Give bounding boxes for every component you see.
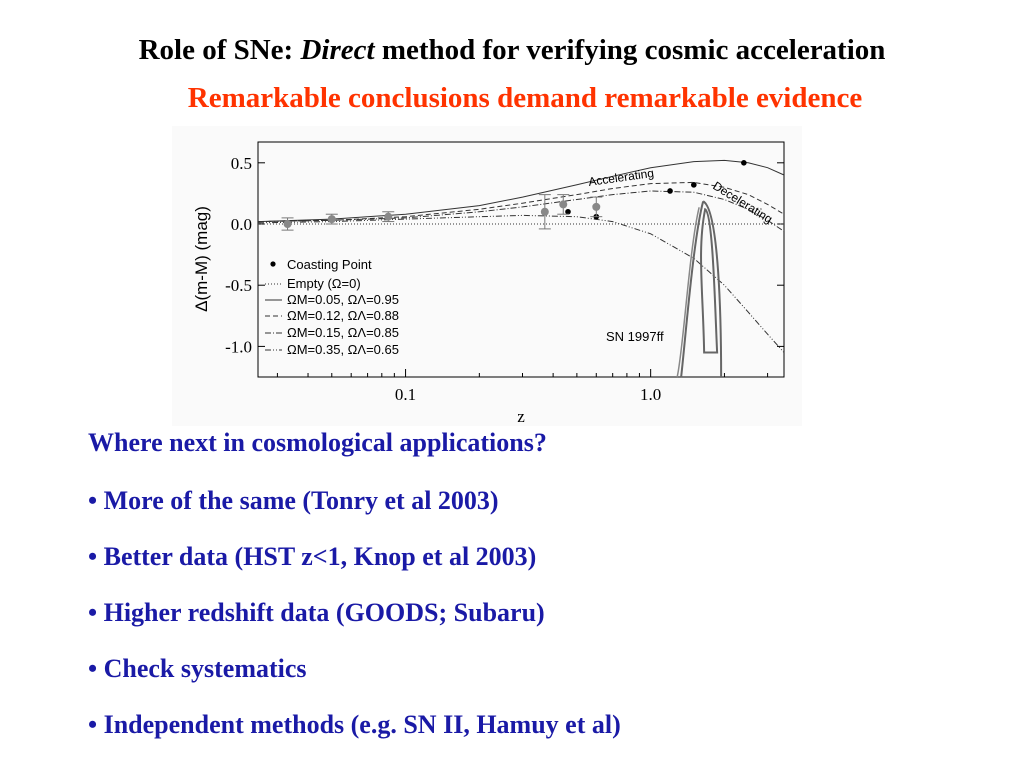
legend-swatch-coasting [270,261,275,266]
binned-point [328,215,336,223]
sn1997ff-label: SN 1997ff [606,329,664,344]
y-tick-label: 0.5 [230,153,252,173]
chart-background [172,126,802,426]
y-axis-label: Δ(m-M) (mag) [192,206,211,312]
binned-point [384,213,392,221]
coasting-point [691,182,697,188]
slide-subtitle: Remarkable conclusions demand remarkable evidence [187,82,863,114]
legend-empty: Empty (Ω=0) [287,276,361,291]
legend-s1: ΩM=0.05, ΩΛ=0.95 [287,292,399,307]
title-prefix: Role of SNe: [138,34,301,66]
slide-title [0,34,1024,67]
y-tick-label: 0.0 [230,215,252,235]
binned-point [592,203,600,211]
bullet-item: • Independent methods (e.g. SN II, Hamuy et al) [88,710,621,739]
binned-point [559,200,567,208]
bullet-item: • More of the same (Tonry et al 2003) [88,486,499,515]
title-italic: Direct [300,34,375,66]
legend-s4: ΩM=0.35, ΩΛ=0.65 [287,342,399,357]
x-axis-label: z [517,407,525,426]
decelerating-label: Decelerating [710,178,775,227]
bullet-item: • Higher redshift data (GOODS; Subaru) [88,598,545,627]
accelerating-label: Accelerating [587,165,655,189]
binned-point [284,220,292,228]
y-tick-label: -0.5 [225,276,252,296]
title-suffix: method for verifying cosmic acceleration [374,34,886,66]
bullet-item: • Better data (HST z<1, Knop et al 2003) [88,542,537,571]
coasting-point [667,188,673,194]
binned-point [541,208,549,216]
hubble-residual-chart [172,126,802,426]
x-tick-label: 1.0 [640,385,662,404]
legend-s3: ΩM=0.15, ΩΛ=0.85 [287,325,399,340]
x-tick-label: 0.1 [394,385,417,404]
question-heading: Where next in cosmological applications? [88,428,547,457]
bullet-item: • Check systematics [88,654,307,683]
legend-coasting: Coasting Point [287,257,372,272]
y-tick-label: -1.0 [225,337,252,357]
coasting-point [741,160,747,166]
legend-s2: ΩM=0.12, ΩΛ=0.88 [287,308,399,323]
